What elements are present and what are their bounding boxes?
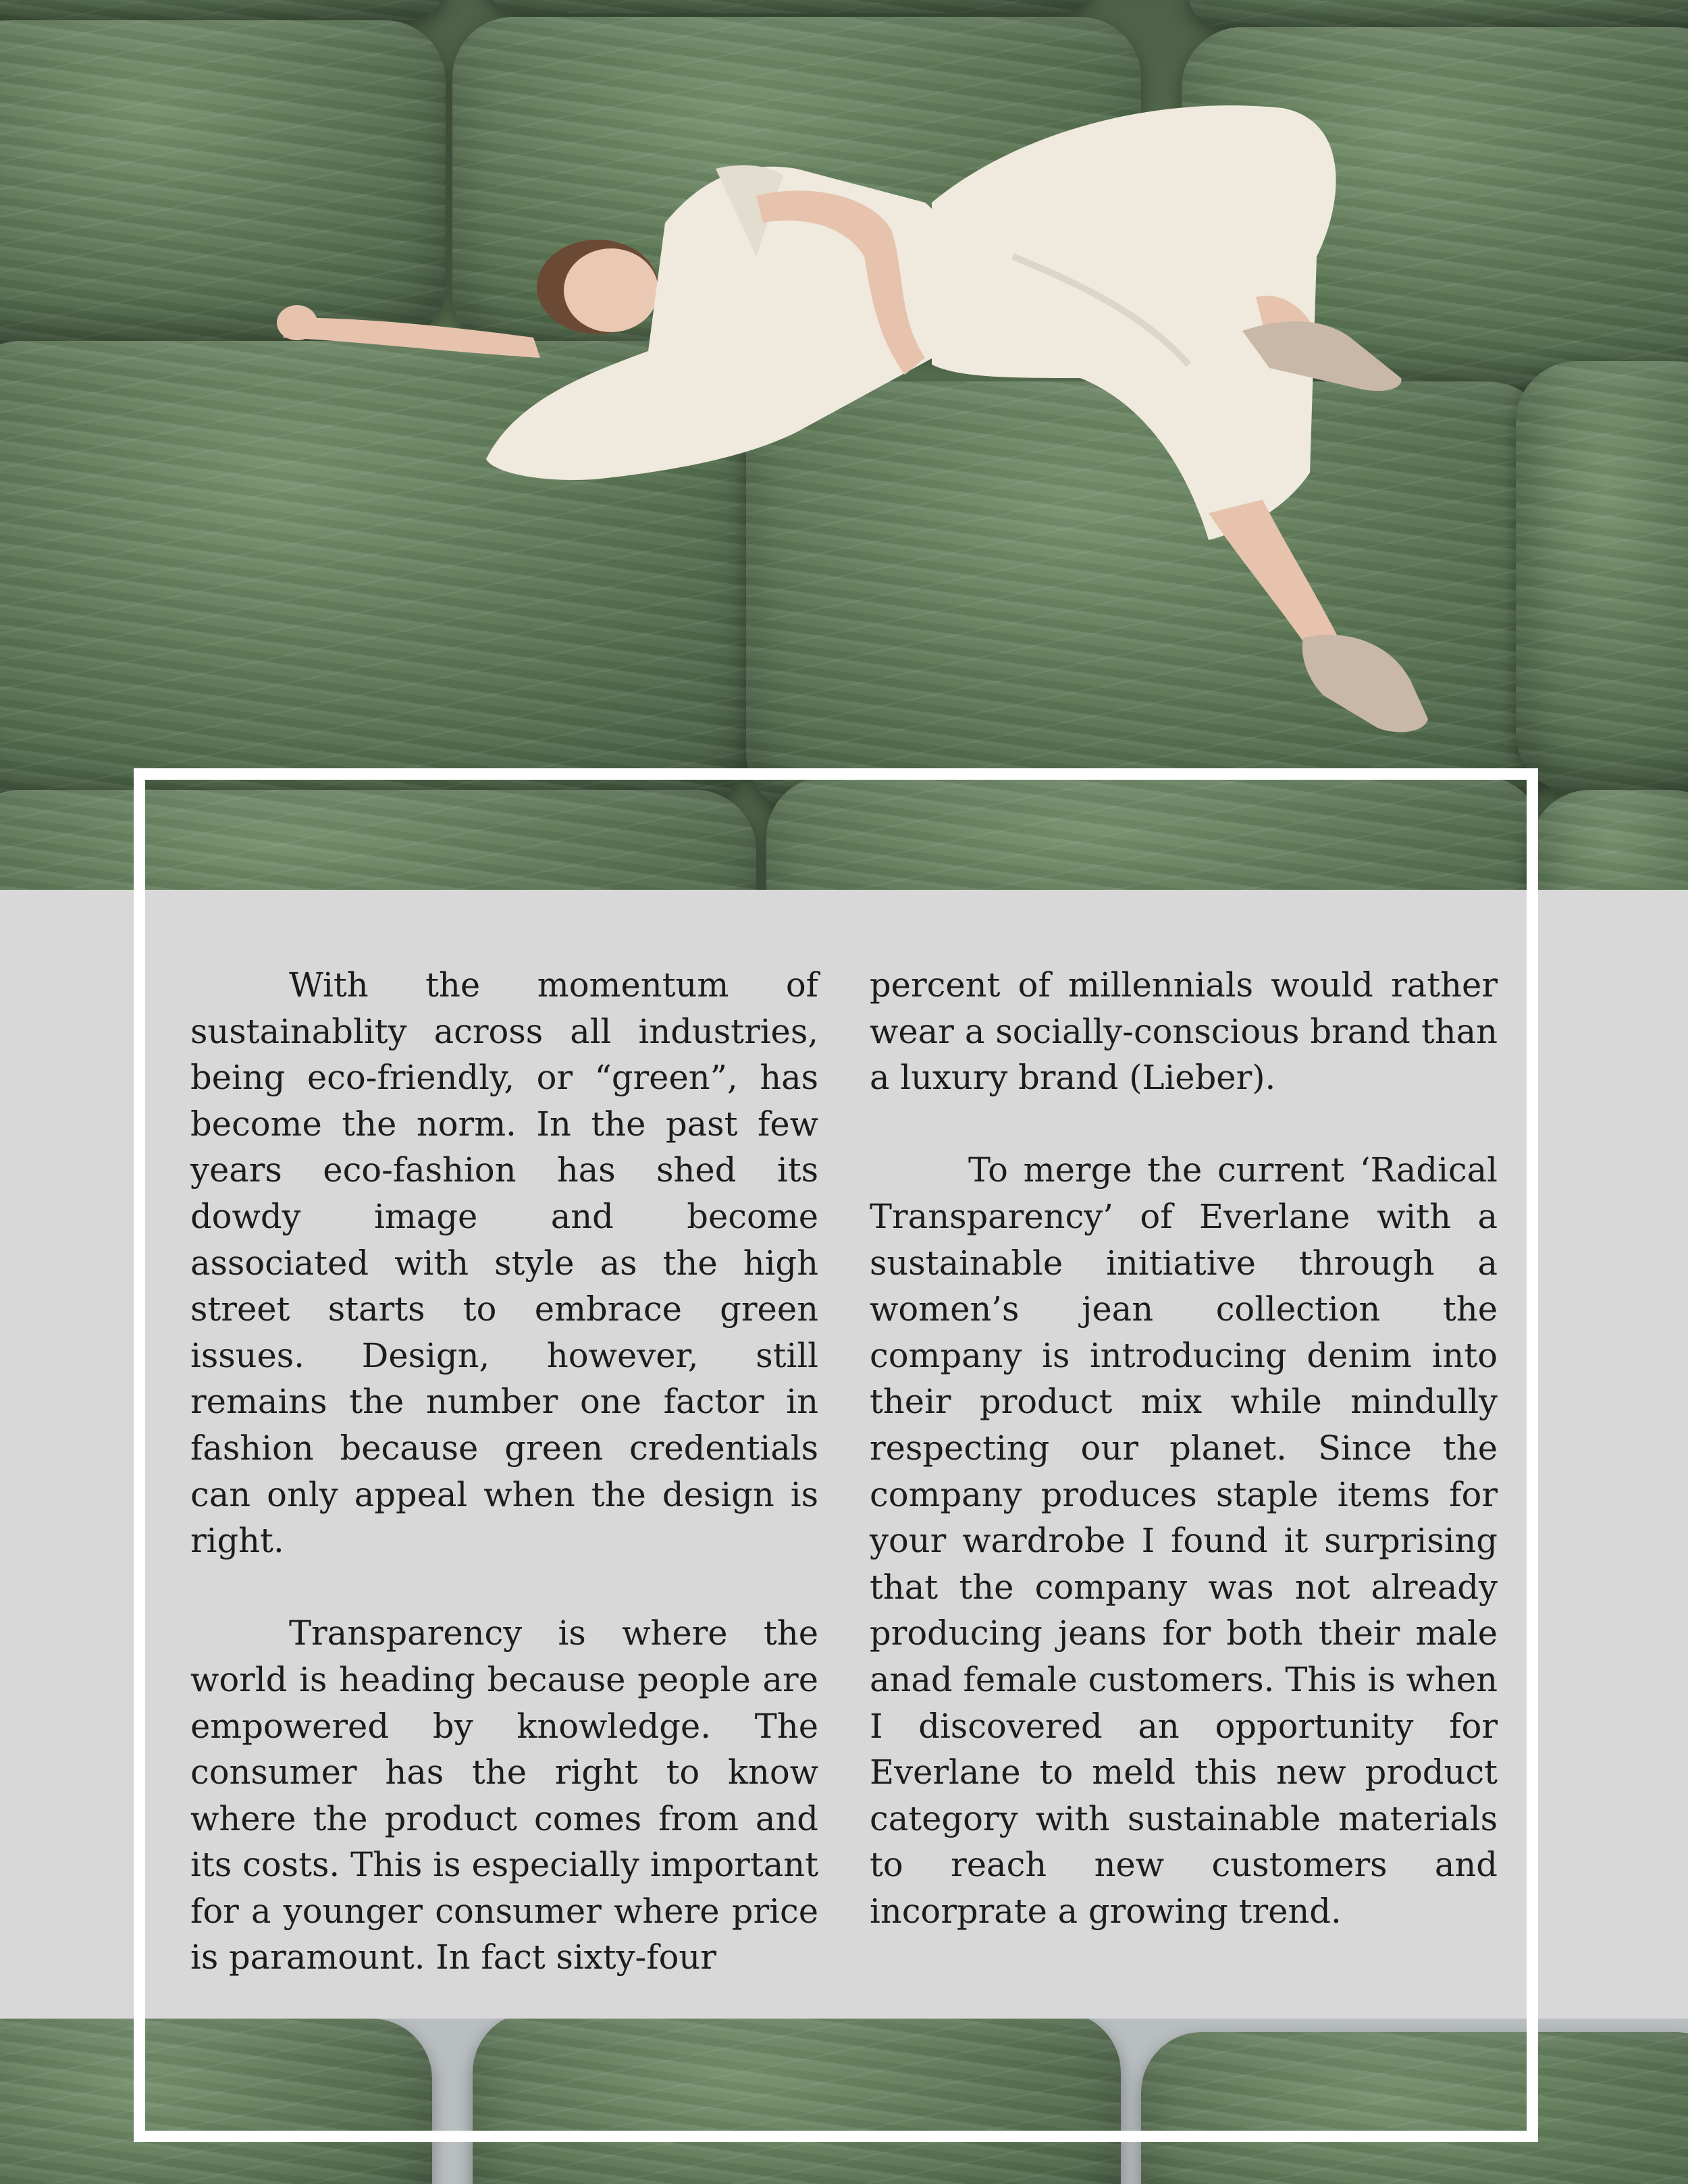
hay-bale — [473, 2019, 1121, 2184]
article-column-left — [190, 962, 818, 1981]
paragraph: percent of millennials would rather wear a socially-conscious brand than a luxury brand (Lieber). — [870, 965, 1498, 1098]
paragraph: With the momentum of sustainablity across all industries, being eco-friendly, or “green”, has become the norm. In the past few years eco-fashion has shed its dowdy image and become associated with style as the high street starts to embrace green issues. Design, however, still remains the number one factor in fashion because green credentials can only appeal when the design is right. — [190, 965, 818, 1561]
footer-photo — [0, 2019, 1688, 2184]
hay-bale — [1141, 2032, 1688, 2184]
paragraph: Transparency is where the world is heading because people are empowered by knowledge. The consumer has the right to know where the product comes from and its costs. This is especially important for a younger consumer where price is paramount. In fact sixty-four — [190, 1614, 818, 1977]
hay-bale — [0, 2019, 432, 2184]
hero-photo — [0, 0, 1688, 890]
model-figure — [0, 0, 1688, 890]
paragraph: To merge the current ‘Radical Transparency’ of Everlane with a sustainable initiative through a women’s jean collection the company is introducing denim into their product mix while mindully respecting our planet. Since the company produces staple items for your wardrobe I found it surprising that the company was not already producing jeans for both their male anad female customers. This is when I discovered an opportunity for Everlane to meld this new product category with sustainable materials to reach new customers and incorprate a growing trend. — [870, 1150, 1498, 1931]
article-column-right — [870, 962, 1498, 1934]
